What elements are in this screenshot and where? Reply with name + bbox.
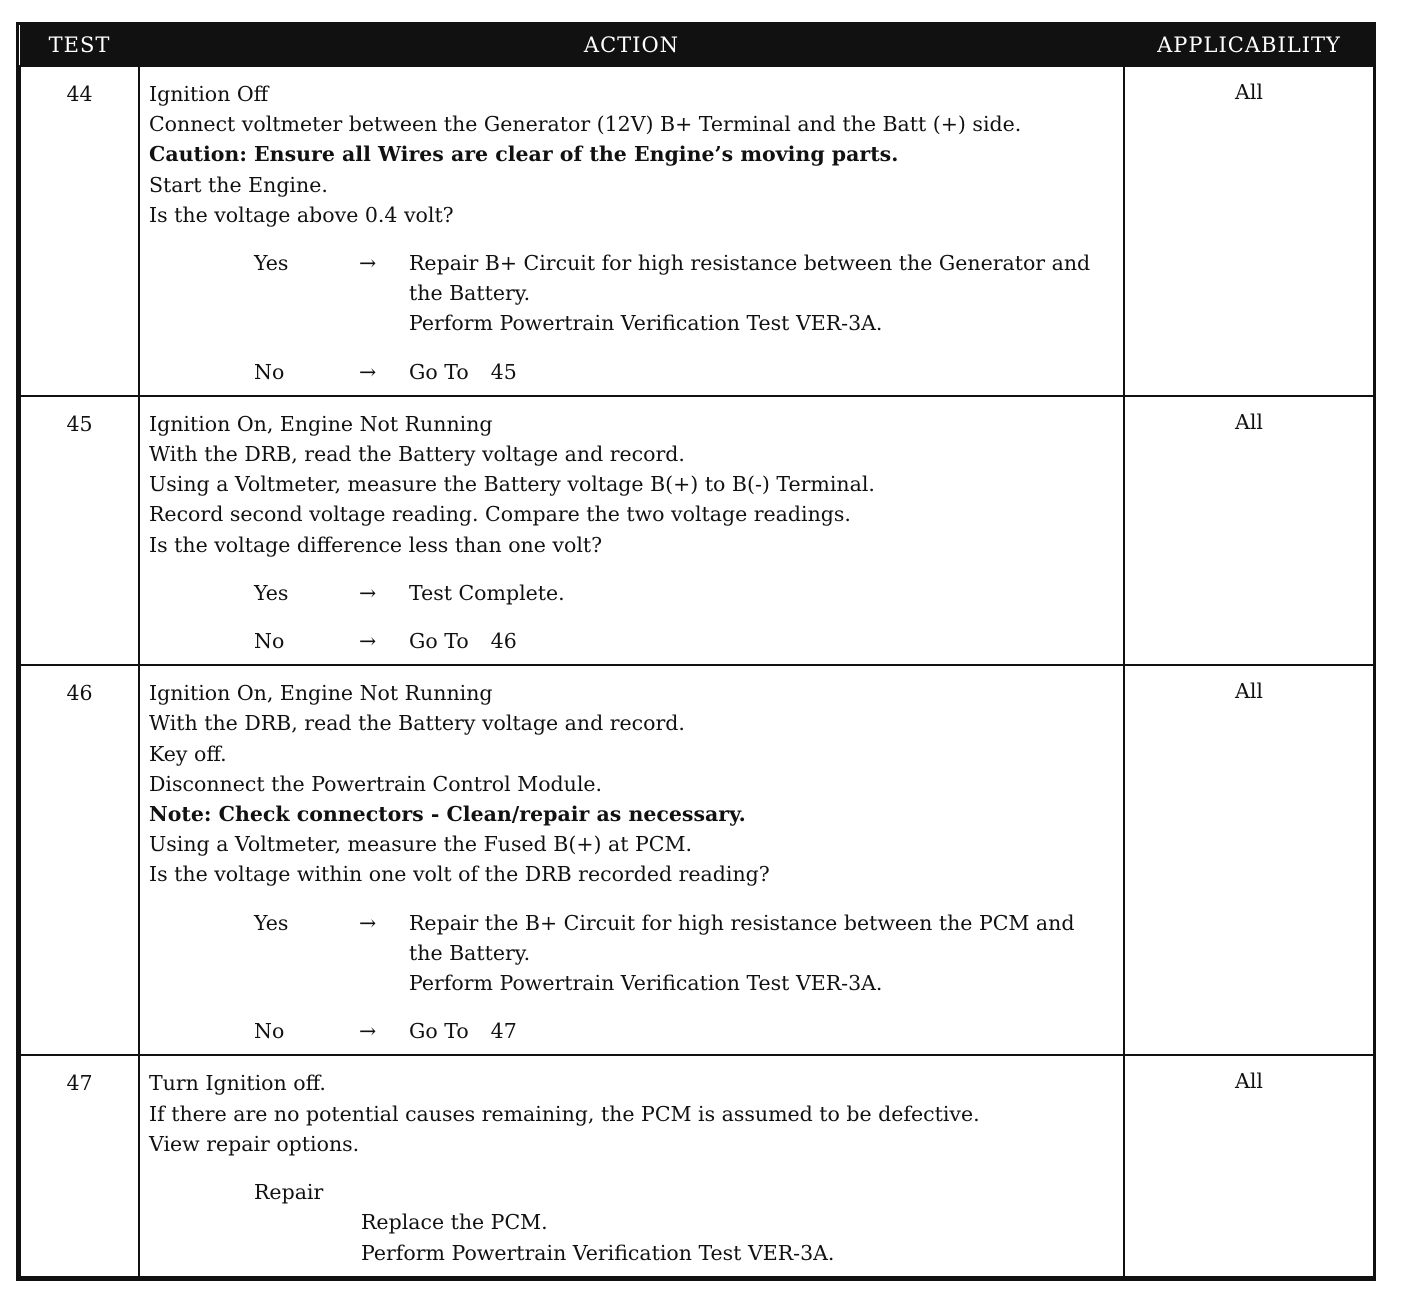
table-header-row <box>20 25 1374 66</box>
action-cell <box>139 396 1124 665</box>
action-line: Connect voltmeter between the Generator (12V) B+ Terminal and the Batt (+) side. <box>149 112 1022 137</box>
arrow-icon: → <box>359 910 377 935</box>
goto-link-text[interactable]: Go To <box>409 1019 469 1044</box>
yes-text: Repair B+ Circuit for high resistance between the Generator and <box>409 251 1091 276</box>
yes-text: the Battery. <box>409 281 531 306</box>
action-line: Turn Ignition off. <box>149 1071 326 1096</box>
note-line: Note: Check connectors - Clean/repair as necessary. <box>149 802 746 827</box>
test-row-45 <box>20 396 1374 665</box>
yes-response <box>149 248 1117 339</box>
test-number: 46 <box>20 665 139 1055</box>
repair-label: Repair <box>254 1180 324 1205</box>
test-row-44 <box>20 66 1374 396</box>
action-line: Start the Engine. <box>149 172 328 197</box>
no-label: No <box>254 629 285 654</box>
yes-text: Test Complete. <box>409 580 565 605</box>
repair-text: Replace the PCM. <box>361 1210 548 1235</box>
yes-label: Yes <box>254 580 289 605</box>
action-line: Key off. <box>149 741 227 766</box>
yes-text: Perform Powertrain Verification Test VER-3A. <box>409 311 883 336</box>
yes-text: Perform Powertrain Verification Test VER-3A. <box>409 971 883 996</box>
arrow-icon: → <box>359 1019 377 1044</box>
action-line: Using a Voltmeter, measure the Fused B(+) at PCM. <box>149 832 692 857</box>
yes-text: the Battery. <box>409 940 531 965</box>
arrow-icon: → <box>359 629 377 654</box>
applicability-cell: All <box>1124 66 1374 396</box>
yes-response <box>149 908 1117 999</box>
action-line: View repair options. <box>149 1131 360 1156</box>
diagnostic-test-table <box>16 22 1376 1281</box>
yes-label: Yes <box>254 251 289 276</box>
goto-target[interactable]: 45 <box>490 359 517 384</box>
action-line: If there are no potential causes remaining, the PCM is assumed to be defective. <box>149 1101 980 1126</box>
action-line: Disconnect the Powertrain Control Module. <box>149 771 603 796</box>
question-line: Is the voltage difference less than one volt? <box>149 532 603 557</box>
goto-target[interactable]: 47 <box>490 1019 517 1044</box>
goto-target[interactable]: 46 <box>490 629 517 654</box>
arrow-icon: → <box>359 359 377 384</box>
header-action: ACTION <box>139 25 1124 66</box>
caution-line: Caution: Ensure all Wires are clear of the Engine’s moving parts. <box>149 142 899 167</box>
test-row-46 <box>20 665 1374 1055</box>
yes-label: Yes <box>254 910 289 935</box>
no-label: No <box>254 1019 285 1044</box>
no-response <box>149 626 1117 656</box>
question-line: Is the voltage within one volt of the DRB recorded reading? <box>149 862 770 887</box>
action-cell <box>139 665 1124 1055</box>
action-line: Record second voltage reading. Compare the two voltage readings. <box>149 502 851 527</box>
applicability-cell: All <box>1124 665 1374 1055</box>
applicability-cell: All <box>1124 396 1374 665</box>
yes-response <box>149 578 1117 608</box>
action-cell <box>139 1055 1124 1276</box>
question-line: Is the voltage above 0.4 volt? <box>149 202 454 227</box>
goto-link-text[interactable]: Go To <box>409 629 469 654</box>
yes-text: Repair the B+ Circuit for high resistance between the PCM and <box>409 910 1075 935</box>
action-cell <box>139 66 1124 396</box>
no-label: No <box>254 359 285 384</box>
test-row-47 <box>20 1055 1374 1276</box>
no-response <box>149 1016 1117 1046</box>
action-line: Ignition On, Engine Not Running <box>149 411 493 436</box>
test-number: 44 <box>20 66 139 396</box>
header-applicability: APPLICABILITY <box>1124 25 1374 66</box>
action-line: With the DRB, read the Battery voltage and record. <box>149 442 685 467</box>
test-number: 47 <box>20 1055 139 1276</box>
action-line: Ignition Off <box>149 82 269 106</box>
applicability-cell: All <box>1124 1055 1374 1276</box>
action-line: Using a Voltmeter, measure the Battery voltage B(+) to B(-) Terminal. <box>149 472 875 497</box>
repair-text: Perform Powertrain Verification Test VER-3A. <box>361 1240 835 1265</box>
no-response <box>149 357 1117 387</box>
goto-link-text[interactable]: Go To <box>409 359 469 384</box>
test-number: 45 <box>20 396 139 665</box>
arrow-icon: → <box>359 580 377 605</box>
action-line: Ignition On, Engine Not Running <box>149 681 493 706</box>
arrow-icon: → <box>359 251 377 276</box>
header-test: TEST <box>20 25 139 66</box>
action-line: With the DRB, read the Battery voltage and record. <box>149 711 685 736</box>
